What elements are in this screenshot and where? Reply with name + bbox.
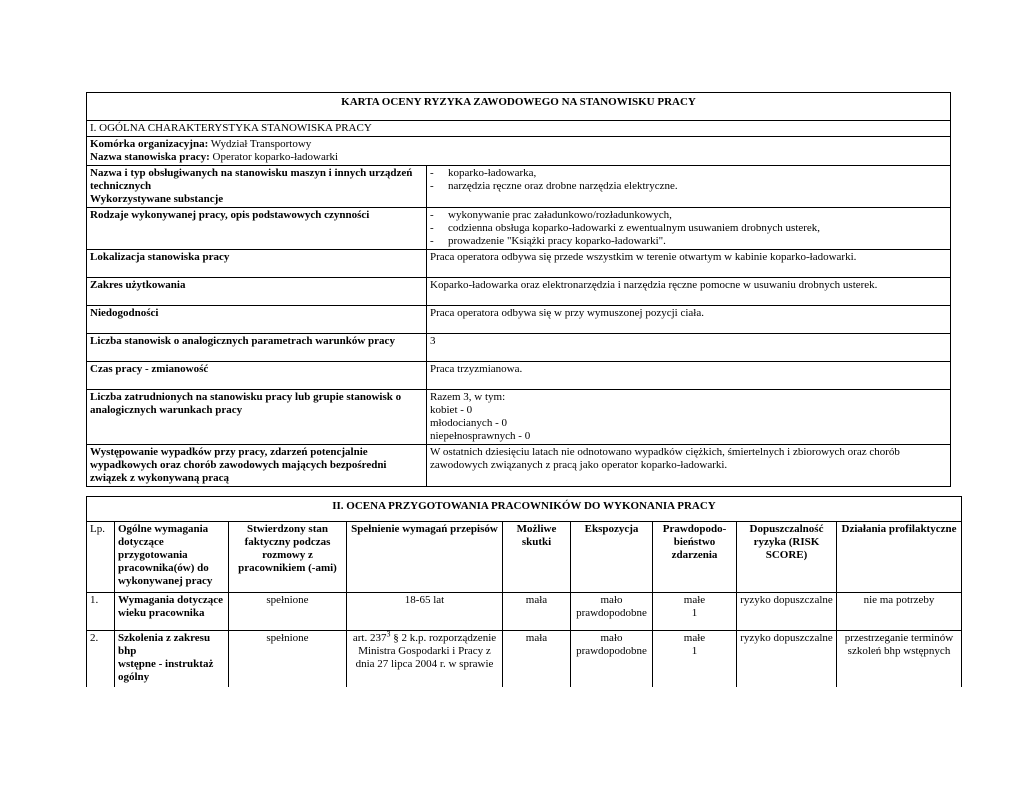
row-value-work: - wykonywanie prac załadunkowo/rozładunkowych, - codzienna obsługa koparko-ładowarki z ewentualnym usuwaniem drobnych usterek, - prowadzenie "Książki pracy koparko-ładowarki". (427, 208, 951, 250)
cell-actions: nie ma potrzeby (837, 593, 962, 631)
regulation-text: § 2 k.p. rozporządzenie Ministra Gospodarki i Pracy z dnia 27 lipca 2004 r. w sprawie (355, 632, 497, 670)
row-value-accidents: W ostatnich dziesięciu latach nie odnotowano wypadków ciężkich, śmiertelnych i zbiorowych oraz chorób zawodowych związanych z pracą jako operator koparko-ładowarki. (427, 445, 951, 487)
row-value-positions-count: 3 (427, 334, 951, 362)
general-characteristics-table (86, 92, 951, 487)
cell-probability: małe 1 (653, 593, 737, 631)
row-label-usage: Zakres użytkowania (87, 278, 427, 306)
list-item: narzędzia ręczne oraz drobne narzędzia elektryczne. (448, 180, 678, 192)
row-value-location: Praca operatora odbywa się przede wszystkim w terenie otwartym w kabinie koparko-ładowarki. (427, 250, 951, 278)
table-row (87, 631, 962, 687)
header-acceptability: Dopuszczalność ryzyka (RISK SCORE) (737, 522, 837, 593)
cell-acceptability: ryzyko dopuszczalne (737, 593, 837, 631)
row-label-shifts: Czas pracy - zmianowość (87, 362, 427, 390)
cell-acceptability: ryzyko dopuszczalne (737, 631, 837, 687)
unit-value: Wydział Transportowy (208, 138, 312, 150)
position-value: Operator koparko-ładowarki (209, 151, 339, 163)
row-label-work: Rodzaje wykonywanej pracy, opis podstawowych czynności (87, 208, 427, 250)
unit-label: Komórka organizacyjna: (90, 138, 209, 150)
row-label-employees: Liczba zatrudnionych na stanowisku pracy lub grupie stanowisk o analogicznych warunkach pracy (87, 390, 427, 445)
cell-probability: małe 1 (653, 631, 737, 687)
cell-state: spełnione (229, 631, 347, 687)
cell-state: spełnione (229, 593, 347, 631)
row-value-employees: Razem 3, w tym: kobiet - 0 młodocianych - 0 niepełnosprawnych - 0 (427, 390, 951, 445)
regulation-superscript: 3 (386, 629, 391, 639)
cell-requirement: Wymagania dotyczące wieku pracownika (115, 593, 229, 631)
card-title: KARTA OCENY RYZYKA ZAWODOWEGO NA STANOWISKU PRACY (87, 93, 951, 121)
header-probability: Prawdopodo-bieństwo zdarzenia (653, 522, 737, 593)
preparation-assessment-table (86, 496, 962, 687)
unit-info (87, 137, 951, 166)
list-item: codzienna obsługa koparko-ładowarki z ewentualnym usuwaniem drobnych usterek, (448, 222, 821, 234)
list-item: prowadzenie "Książki pracy koparko-ładowarki". (448, 235, 666, 247)
cell-requirement: Szkolenia z zakresu bhp wstępne - instruktaż ogólny (115, 631, 229, 687)
cell-regulation (347, 631, 503, 687)
row-value-machines: - koparko-ładowarka, - narzędzia ręczne oraz drobne narzędzia elektryczne. (427, 166, 951, 208)
regulation-article: art. 237 (352, 632, 387, 644)
cell-effects: mała (503, 593, 571, 631)
list-item: wykonywanie prac załadunkowo/rozładunkowych, (448, 209, 672, 221)
header-lp: Lp. (87, 522, 115, 593)
header-state: Stwierdzony stan faktyczny podczas rozmowy z pracownikiem (-ami) (229, 522, 347, 593)
row-label-positions-count: Liczba stanowisk o analogicznych parametrach warunków pracy (87, 334, 427, 362)
row-label-inconveniences: Niedogodności (87, 306, 427, 334)
header-compliance: Spełnienie wymagań przepisów (347, 522, 503, 593)
row-value-usage: Koparko-ładowarka oraz elektronarzędzia i narzędzia ręczne pomocne w usuwaniu drobnych usterek. (427, 278, 951, 306)
cell-effects: mała (503, 631, 571, 687)
row-label-accidents: Występowanie wypadków przy pracy, zdarzeń potencjalnie wypadkowych oraz chorób zawodowych mających bezpośredni związek z wykonywaną pracą (87, 445, 427, 487)
header-effects: Możliwe skutki (503, 522, 571, 593)
cell-exposure: mało prawdopodobne (571, 593, 653, 631)
cell-lp: 1. (87, 593, 115, 631)
section-heading: I. OGÓLNA CHARAKTERYSTYKA STANOWISKA PRACY (87, 121, 951, 137)
list-item: koparko-ładowarka, (448, 167, 537, 179)
row-value-inconveniences: Praca operatora odbywa się w przy wymuszonej pozycji ciała. (427, 306, 951, 334)
cell-exposure: mało prawdopodobne (571, 631, 653, 687)
header-requirements: Ogólne wymagania dotyczące przygotowania pracownika(ów) do wykonywanej pracy (115, 522, 229, 593)
table-row (87, 593, 962, 631)
cell-regulation: 18-65 lat (347, 593, 503, 631)
header-actions: Działania profilaktyczne (837, 522, 962, 593)
cell-lp: 2. (87, 631, 115, 687)
row-label-machines: Nazwa i typ obsługiwanych na stanowisku maszyn i innych urządzeń technicznych Wykorzystywane substancje (87, 166, 427, 208)
section2-title: II. OCENA PRZYGOTOWANIA PRACOWNIKÓW DO WYKONANIA PRACY (87, 497, 962, 522)
row-value-shifts: Praca trzyzmianowa. (427, 362, 951, 390)
header-exposure: Ekspozycja (571, 522, 653, 593)
cell-actions: przestrzeganie terminów szkoleń bhp wstępnych (837, 631, 962, 687)
row-label-location: Lokalizacja stanowiska pracy (87, 250, 427, 278)
position-label: Nazwa stanowiska pracy: (90, 151, 210, 163)
